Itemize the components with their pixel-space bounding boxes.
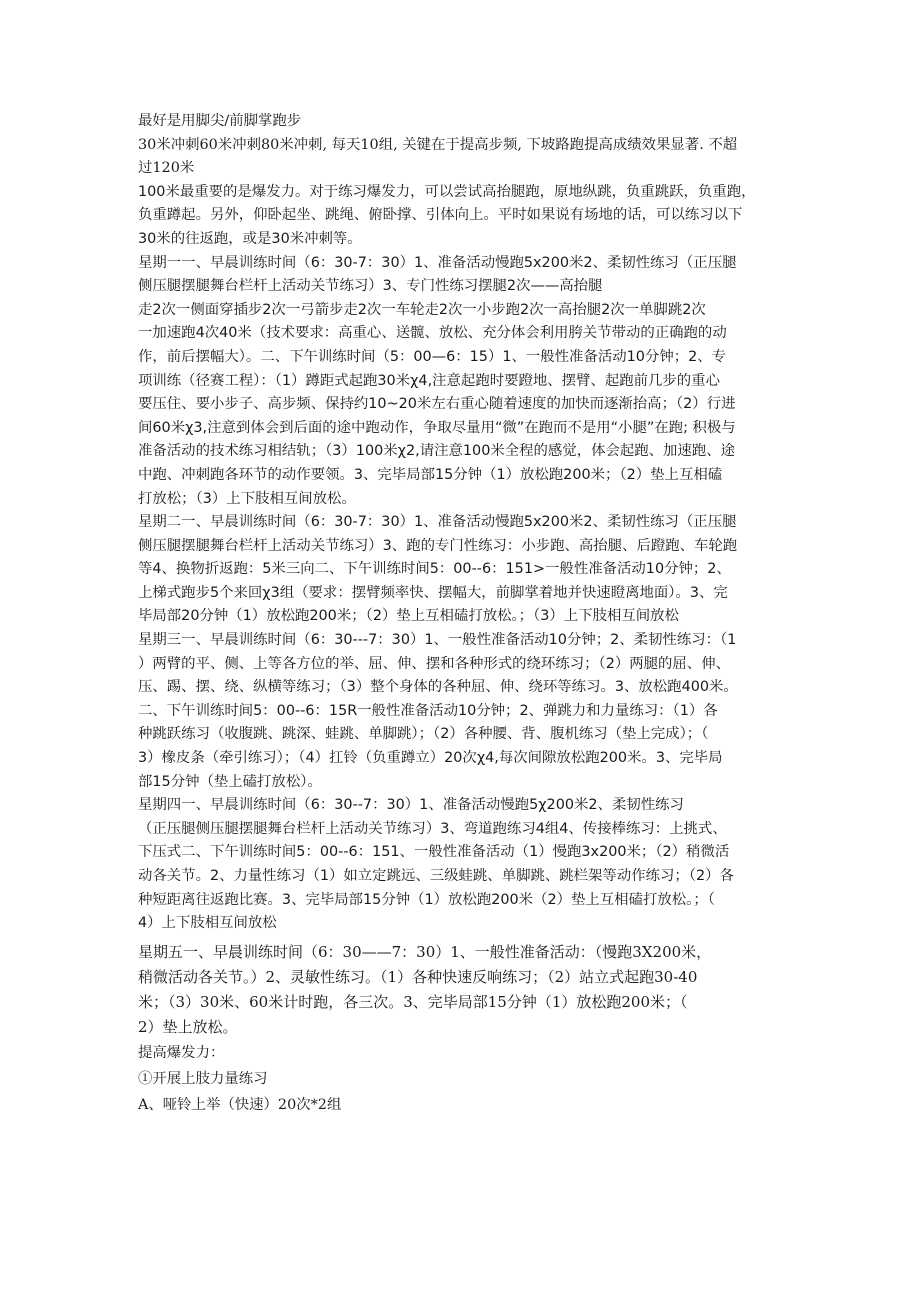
text-line: 毕局部20分钟（1）放松跑200米；（2）垫上互相磕打放松。；（3）上下肢相互间放松 <box>138 608 679 625</box>
text-line: 星期三一、早晨训练时间（6：30---7：30）1、一般性准备活动10分钟；2、柔韧性练习：（1 <box>138 632 737 649</box>
text-line: 走2次一侧面穿插步2次一弓箭步走2次一车轮走2次一小步跑2次一高抬腿2次一单脚跳2次 <box>138 301 706 318</box>
text-line: 二、下午训练时间5：00--6：15R一般性准备活动10分钟；2、弹跳力和力量练习：（1）各 <box>138 702 718 719</box>
text-line: 过120米 <box>138 160 195 177</box>
text-line: 30米的往返跑，或是30米冲刺等。 <box>138 230 362 247</box>
text-line: 上梯式跑步5个来回χ3组（要求：摆臂频率快、摆幅大，前脚掌着地并快速瞪离地面）。3、完 <box>138 584 728 601</box>
document-body <box>138 110 786 1118</box>
text-line: 侧压腿摆腿舞台栏杆上活动关节练习）3、跑的专门性练习：小步跑、高抬腿、后蹬跑、车轮跑 <box>138 537 738 554</box>
text-line: 种跳跃练习（收腹跳、跳深、蛙跳、单脚跳）；（2）各种腰、背、腹机练习（垫上完成）；（ <box>138 726 709 743</box>
text-line: 星期二一、早晨训练时间（6：30-7：30）1、准备活动慢跑5x200米2、柔韧性练习（正压腿 <box>138 514 737 531</box>
text-line: 动各关节。2、力量性练习（1）如立定跳远、三级蛙跳、单脚跳、跳栏架等动作练习；（2）各 <box>138 868 734 884</box>
text-line: 星期一一、早晨训练时间（6：30-7：30）1、准备活动慢跑5x200米2、柔韧性练习（正压腿 <box>138 254 737 271</box>
text-line: 负重蹲起。另外，仰卧起坐、跳绳、俯卧撑、引体向上。平时如果说有场地的话，可以练习以下 <box>138 207 743 224</box>
text-line: 间60米χ3,注意到体会到后面的途中跑动作，争取尽量用“微”在跑而不是用“小腿”在跑; 积极与 <box>138 419 736 436</box>
text-line: 要压住、要小步子、高步频、保持约10~20米左右重心随着速度的加快而逐渐抬高；（2）行进 <box>138 396 736 413</box>
text-line: 中跑、冲刺跑各环节的动作要领。3、完毕局部15分钟（1）放松跑200米；（2）垫上互相磕 <box>138 466 723 483</box>
text-line: 3）橡皮条（牵引练习）；（4）扛铃（负重蹲立）20次χ4,每次间隙放松跑200米。3、完毕局 <box>138 750 723 767</box>
text-line: 最好是用脚尖/前脚掌跑步 <box>138 113 302 129</box>
text-line: 星期四一、早晨训练时间（6：30--7：30）1、准备活动慢跑5χ200米2、柔韧性练习 <box>138 797 684 814</box>
text-line: 一加速跑4次40米（技术要求：高重心、送髋、放松、充分体会利用胯关节带动的正确跑的动 <box>138 325 727 342</box>
text-line: ）两臂的平、侧、上等各方位的举、屈、伸、摆和各种形式的绕环练习；（2）两腿的屈、伸、 <box>138 655 730 672</box>
text-line: 准备活动的技术练习相结轨；（3）100米χ2,请注意100米全程的感觉，体会起跑、加速跑、途 <box>138 443 735 460</box>
text-line: 30米冲刺60米冲刺80米冲刺, 每天10组, 关键在于提高步频, 下坡路跑提高成绩效果显著. 不超 <box>138 136 738 153</box>
text-line: 部15分钟（垫上磕打放松）。 <box>138 773 322 790</box>
list-item: A、哑铃上举（快速）20次*2组 <box>138 1096 342 1113</box>
friday-line: 星期五一、早晨训练时间（6：30——7：30）1、一般性准备活动：（慢跑3X200米， <box>138 942 712 961</box>
list-item: ①开展上肢力量练习 <box>138 1070 268 1087</box>
text-line: 100米最重要的是爆发力。对于练习爆发力，可以尝试高抬腿跑，原地纵跳，负重跳跃，负重跑， <box>138 183 756 200</box>
text-line: 种短距离往返跑比赛。3、完毕局部15分钟（1）放松跑200米（2）垫上互相磕打放松。；（ <box>138 891 715 908</box>
text-line: 侧压腿摆腿舞台栏杆上活动关节练习）3、专门性练习摆腿2次——高抬腿 <box>138 278 603 295</box>
text-line: 作，前后摆幅大）。二、下午训练时间（5：00—6：15）1、一般性准备活动10分钟；2、专 <box>138 348 727 365</box>
text-line: 等4、换物折返跑：5米三向二、下午训练时间5：00--6：151>一般性准备活动10分钟；2、 <box>138 561 731 578</box>
text-line: 4）上下肢相互间放松 <box>138 915 277 932</box>
text-line: （正压腿侧压腿摆腿舞台栏杆上活动关节练习）3、弯道跑练习4组4、传接棒练习：上挑式、 <box>138 820 727 837</box>
text-line: 打放松；（3）上下肢相互间放松。 <box>138 490 356 507</box>
text-line: 压、踢、摆、绕、纵横等练习；（3）整个身体的各种屈、伸、绕环等练习。3、放松跑400米。 <box>138 679 738 696</box>
section-heading: 提高爆发力： <box>138 1044 225 1061</box>
friday-line: 稍微活动各关节。）2、灵敏性练习。（1）各种快速反响练习；（2）站立式起跑30-40 <box>138 967 698 986</box>
friday-line: 米；（3）30米、60米计时跑，各三次。3、完毕局部15分钟（1）放松跑200米；（ <box>138 992 688 1011</box>
friday-line: 2）垫上放松。 <box>138 1017 238 1036</box>
text-line: 项训练（径赛工程）：（1）蹲距式起跑30米χ4,注意起跑时要蹬地、摆臂、起跑前几步的重心 <box>138 372 720 389</box>
text-line: 下压式二、下午训练时间5：00--6：151、一般性准备活动（1）慢跑3x200米；（2）稍微活 <box>138 844 730 861</box>
